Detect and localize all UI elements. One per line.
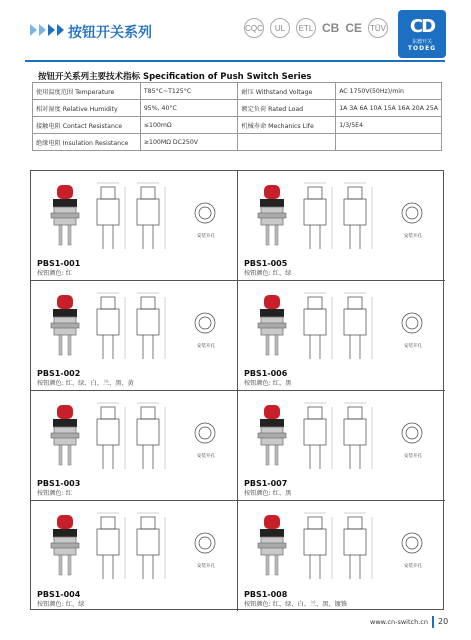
- switch-photo: [41, 181, 89, 251]
- spec-value: ≤100mΩ: [140, 117, 238, 134]
- product-model: PBS1-003: [37, 479, 81, 488]
- button-colors: 按钮颜色: 红、绿: [244, 270, 292, 277]
- product-model: PBS1-006: [244, 369, 288, 378]
- spec-label: 机械寿命 Mechanics Life: [238, 117, 336, 134]
- switch-photo: [248, 401, 296, 471]
- product-model: PBS1-005: [244, 259, 288, 268]
- logo-name: TODEG: [407, 45, 437, 52]
- switch-photo: [41, 291, 89, 361]
- dimension-drawing: [93, 177, 233, 257]
- page-title: 按钮开关系列: [68, 25, 152, 41]
- product-card: [31, 281, 238, 391]
- switch-photo: [248, 511, 296, 581]
- mounting-hole-note: 安装开孔: [404, 234, 422, 239]
- dimension-drawing: [93, 507, 233, 587]
- logo-mark-icon: CD: [409, 16, 435, 37]
- dimension-drawing: [93, 397, 233, 477]
- button-colors: 按钮颜色: 红、绿: [37, 601, 85, 608]
- product-card: [238, 171, 445, 281]
- product-model: PBS1-007: [244, 479, 288, 488]
- mounting-hole-note: 安装开孔: [404, 344, 422, 349]
- ce-icon: CE: [345, 21, 363, 35]
- spec-label: 额定负荷 Rated Load: [238, 100, 336, 117]
- footer-divider: [432, 616, 434, 628]
- logo-sub: 东德开关: [411, 39, 432, 45]
- product-model: PBS1-008: [244, 590, 288, 599]
- button-colors: 按钮颜色: 红、黑: [244, 380, 292, 387]
- product-card: [31, 501, 238, 611]
- dimension-drawing: [300, 507, 440, 587]
- spec-table: [32, 82, 442, 151]
- product-model: PBS1-004: [37, 590, 81, 599]
- mounting-hole-note: 安装开孔: [404, 564, 422, 569]
- table-row: [33, 100, 442, 117]
- mounting-hole-note: 安装开孔: [404, 454, 422, 459]
- spec-label: [238, 134, 336, 151]
- spec-value: [336, 134, 442, 151]
- footer-url: www.cn-switch.cn: [370, 618, 428, 626]
- button-colors: 按钮颜色: 红: [37, 270, 72, 277]
- product-model: PBS1-001: [37, 259, 81, 268]
- spec-title: 按钮开关系列主要技术指标 Specification of Push Switch Series: [38, 72, 312, 82]
- brand-logo: [398, 10, 446, 58]
- mounting-hole-note: 安装开孔: [197, 234, 215, 239]
- product-card: [31, 391, 238, 501]
- spec-value: AC 1750V(50Hz)/min: [336, 83, 442, 100]
- header-divider: [25, 60, 445, 62]
- page-header: [0, 0, 471, 60]
- product-card: [238, 501, 445, 611]
- mounting-hole-note: 安装开孔: [197, 344, 215, 349]
- switch-photo: [248, 181, 296, 251]
- dimension-drawing: [300, 287, 440, 367]
- etl-icon: ETL: [296, 18, 316, 38]
- dimension-drawing: [300, 397, 440, 477]
- mounting-hole-note: 安装开孔: [197, 564, 215, 569]
- spec-value: T85°C~T125°C: [140, 83, 238, 100]
- cqc-icon: CQC: [244, 18, 264, 38]
- spec-label: 相对湿度 Relative Humidity: [33, 100, 141, 117]
- arrows-icon: [30, 24, 64, 36]
- spec-label: 使用温度范围 Temperature: [33, 83, 141, 100]
- cb-icon: CB: [322, 21, 340, 35]
- switch-photo: [41, 511, 89, 581]
- spec-label: 接触电阻 Contact Resistance: [33, 117, 141, 134]
- table-row: [33, 83, 442, 100]
- product-card: [238, 281, 445, 391]
- page-number: 20: [438, 617, 449, 626]
- mounting-hole-note: 安装开孔: [197, 454, 215, 459]
- spec-value: ≥100MΩ DC250V: [140, 134, 238, 151]
- dimension-drawing: [93, 287, 233, 367]
- spec-value: 1A 3A 6A 10A 15A 16A 20A 25A: [336, 100, 442, 117]
- spec-value: 95%, 40°C: [140, 100, 238, 117]
- cert-marks: [244, 18, 388, 38]
- button-colors: 按钮颜色: 红、绿、白、兰、黑、镀铬: [244, 601, 348, 608]
- product-grid: [30, 170, 444, 610]
- spec-label: 绝缘电阻 Insulation Resistance: [33, 134, 141, 151]
- button-colors: 按钮颜色: 红、黑: [244, 490, 292, 497]
- switch-photo: [248, 291, 296, 361]
- table-row: [33, 117, 442, 134]
- table-row: [33, 134, 442, 151]
- switch-photo: [41, 401, 89, 471]
- product-model: PBS1-002: [37, 369, 81, 378]
- product-card: [238, 391, 445, 501]
- product-card: [31, 171, 238, 281]
- dimension-drawing: [300, 177, 440, 257]
- ul-icon: UL: [270, 18, 290, 38]
- spec-value: 1/3/5E4: [336, 117, 442, 134]
- button-colors: 按钮颜色: 红、绿、白、兰、黑、黄: [37, 380, 134, 387]
- spec-label: 耐压 Withstand Voltage: [238, 83, 336, 100]
- button-colors: 按钮颜色: 红: [37, 490, 72, 497]
- tuv-icon: TÜV: [368, 18, 388, 38]
